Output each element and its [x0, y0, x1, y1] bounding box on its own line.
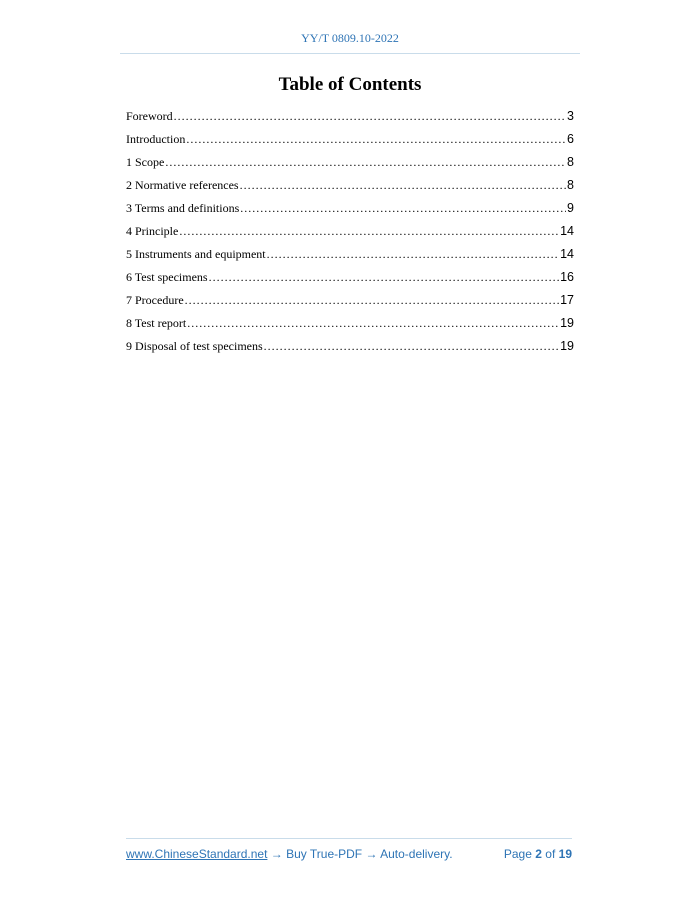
- footer-promo: [126, 847, 453, 861]
- toc-entry-page: 8: [567, 178, 574, 192]
- toc-leader-dots: [185, 293, 559, 308]
- total-pages-number: 19: [558, 847, 572, 861]
- toc-entry-label: Foreword: [126, 109, 173, 123]
- toc-entry-page: 16: [560, 270, 574, 284]
- toc-entry-page: 3: [567, 109, 574, 123]
- toc-entry-scope[interactable]: [126, 155, 574, 178]
- toc-entry-page: 19: [560, 316, 574, 330]
- toc-entry-test-specimens[interactable]: [126, 270, 574, 293]
- header-divider: [120, 53, 580, 54]
- toc-entry-label: 9 Disposal of test specimens: [126, 339, 263, 353]
- current-page-number: 2: [535, 847, 542, 861]
- toc-leader-dots: [179, 224, 559, 239]
- toc-entry-page: 14: [560, 224, 574, 238]
- toc-entry-test-report[interactable]: [126, 316, 574, 339]
- toc-entry-instruments-and-equipment[interactable]: [126, 247, 574, 270]
- toc-leader-dots: [267, 247, 559, 262]
- page-title: Table of Contents: [278, 74, 422, 95]
- toc-entry-page: 8: [567, 155, 574, 169]
- toc-leader-dots: [209, 270, 560, 285]
- toc-entry-procedure[interactable]: [126, 293, 574, 316]
- toc-entry-page: 17: [560, 293, 574, 307]
- toc-entry-page: 14: [560, 247, 574, 261]
- toc-entry-page: 9: [567, 201, 574, 215]
- toc-entry-normative-references[interactable]: [126, 178, 574, 201]
- toc-entry-label: 3 Terms and definitions: [126, 201, 240, 215]
- toc-entry-label: 6 Test specimens: [126, 270, 208, 284]
- toc-leader-dots: [264, 339, 559, 354]
- toc-leader-dots: [174, 109, 566, 124]
- toc-entry-page: 6: [567, 132, 574, 146]
- toc-entry-label: 1 Scope: [126, 155, 165, 169]
- toc-entry-label: 2 Normative references: [126, 178, 239, 192]
- toc-entry-disposal-of-test-specimens[interactable]: [126, 339, 574, 362]
- toc-leader-dots: [187, 316, 559, 331]
- table-of-contents: [126, 109, 574, 362]
- page-label: Page: [503, 847, 532, 861]
- toc-leader-dots: [240, 201, 566, 216]
- toc-entry-label: 4 Principle: [126, 224, 179, 238]
- promo-text: → Buy True-PDF → Auto-delivery.: [267, 847, 453, 861]
- toc-entry-page: 19: [560, 339, 574, 353]
- standard-code: YY/T 0809.10-2022: [301, 31, 399, 45]
- page-footer: [126, 847, 572, 861]
- toc-leader-dots: [240, 178, 566, 193]
- toc-entry-label: Introduction: [126, 132, 186, 146]
- toc-leader-dots: [186, 132, 566, 147]
- toc-entry-foreword[interactable]: [126, 109, 574, 132]
- toc-leader-dots: [165, 155, 566, 170]
- page-indicator: [504, 847, 572, 861]
- toc-entry-label: 7 Procedure: [126, 293, 184, 307]
- page-header: [0, 31, 700, 46]
- toc-entry-label: 8 Test report: [126, 316, 187, 330]
- toc-entry-introduction[interactable]: [126, 132, 574, 155]
- toc-entry-label: 5 Instruments and equipment: [126, 247, 266, 261]
- website-link[interactable]: www.ChineseStandard.net: [126, 847, 268, 861]
- of-label: of: [545, 847, 556, 861]
- toc-entry-principle[interactable]: [126, 224, 574, 247]
- footer-divider: [126, 838, 572, 839]
- toc-entry-terms-and-definitions[interactable]: [126, 201, 574, 224]
